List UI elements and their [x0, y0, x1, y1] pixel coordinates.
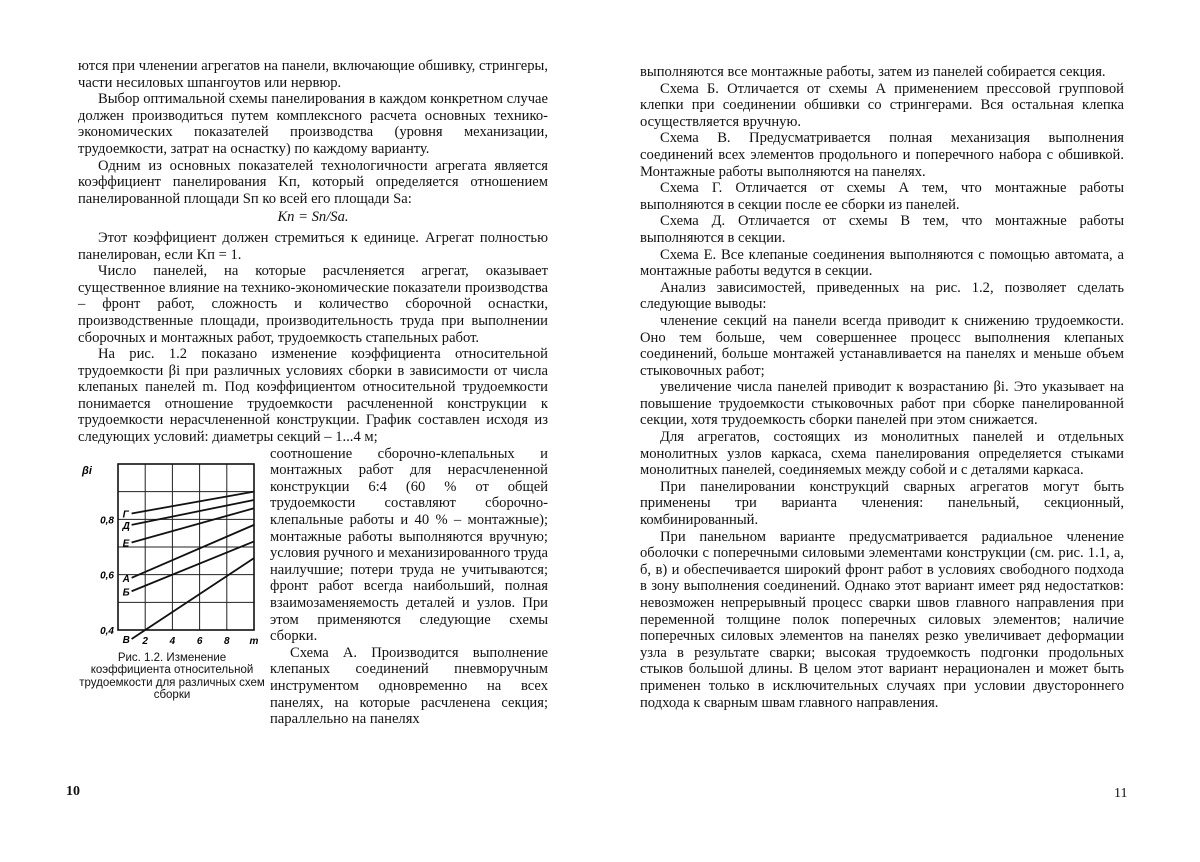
page-number: 11: [1114, 786, 1128, 801]
paragraph: На рис. 1.2 показано изменение коэффициента относительной трудоемкости βi при различных условиях сборки в зависимости от числа клепаных панелей m. Под коэффициентом относительной трудоемкости понимается отношение трудоемкости расчлененной конструкции к трудоемкости нерасчлененной конструкции. График составлен исходя из следующих условий: диаметры секций – 1...4 м;: [78, 346, 548, 446]
y-tick-label: 0,8: [100, 514, 114, 526]
paragraph: соотношение сборочно-клепальных и монтажных работ для нерасчлененной конструкции 6:4 (60 % от общей трудоемкости составляют сборочно-клепальные работы и 40 % – монтажные); монтажные работы выполняются вручную; условия ручного и механизированного труда наилучшие; потери труда не учитываются; фронт работ всегда наибольший, полная взаимозаменяемость деталей и узлов. При этом применяются следующие схемы сборки.: [270, 445, 548, 645]
right-page: [600, 0, 1200, 862]
paragraph: Схема А. Производится выполнение клепаных соединений пневморучным инструментом одновременно на всех панелях, на которые расчленена секция; параллельно на панелях: [270, 644, 548, 728]
series-label: А: [122, 573, 130, 585]
y-axis-label: βi: [82, 464, 92, 477]
series-line: [132, 491, 254, 513]
series-label: Д: [122, 520, 130, 532]
series-line: [132, 508, 254, 542]
labor-coefficient-chart: [78, 452, 266, 652]
page-number: 10: [66, 784, 80, 799]
paragraph: При панелировании конструкций сварных агрегатов могут быть применены три варианта членения: панельный, секционный, комбинированный.: [640, 478, 1124, 529]
series-line: [132, 541, 254, 591]
paragraph: Выбор оптимальной схемы панелирования в каждом конкретном случае должен производиться путем комплексного расчета основных технико-экономических показателей производства (уровня механизации, трудоемкости, затрат на оснастку) по каждому варианту.: [78, 91, 548, 157]
figure-1-2: [78, 452, 266, 652]
paragraph: Схема Б. Отличается от схемы А применением прессовой групповой клепки при соединении обшивки со стрингерами. Вся остальная клепка осуществляется вручную.: [640, 80, 1124, 130]
paragraph: Схема В. Предусматривается полная механизация выполнения соединений всех элементов продольного и поперечного набора с обшивкой. Монтажные работы выполняются на панелях.: [640, 130, 1124, 180]
formula: Kп = Sп/Sа.: [277, 209, 349, 226]
x-tick-label: 4: [169, 635, 176, 647]
paragraph: Схема Г. Отличается от схемы А тем, что монтажные работы выполняются в секции после ее сборки из панелей.: [640, 180, 1124, 213]
series-label: Е: [122, 538, 130, 550]
right-text-column: [640, 64, 1124, 711]
series-label: В: [122, 634, 130, 646]
x-tick-label: m: [249, 635, 259, 647]
paragraph: Анализ зависимостей, приведенных на рис. 1.2, позволяет сделать следующие выводы:: [640, 279, 1124, 313]
paragraph: членение секций на панели всегда приводит к снижению трудоемкости. Оно тем больше, чем совершеннее процесс выполнения клепаных соединений, больше монтажей устанавливается на панелях и меньше объем стыковочных работ;: [640, 312, 1124, 379]
paragraph: ются при членении агрегатов на панели, включающие обшивку, стрингеры, части несиловых шпангоутов или нервюр.: [78, 58, 548, 91]
left-text-column: [78, 58, 548, 746]
y-tick-label: 0,4: [100, 625, 114, 637]
y-tick-label: 0,6: [100, 570, 114, 582]
figure-block: [78, 446, 548, 746]
paragraph: Этот коэффициент должен стремиться к единице. Агрегат полностью панелирован, если Kп = 1.: [78, 229, 548, 263]
x-tick-label: 2: [142, 635, 148, 647]
series-line: [132, 500, 254, 525]
paragraph: увеличение числа панелей приводит к возрастанию βi. Это указывает на повышение трудоемкости стыковочных работ при сборке панелированной секции, хотя трудоемкость сборки панелей при этом снижается.: [640, 379, 1124, 429]
paragraph: Число панелей, на которые расчленяется агрегат, оказывает существенное влияние на технико-экономические показатели производства – фронт работ, сложность и количество сборочной оснастки, производственные площади, производительность труда при выполнении сборочных и монтажных работ, трудоемкость стапельных работ.: [78, 263, 548, 346]
x-tick-label: 8: [224, 635, 230, 647]
x-tick-label: 6: [196, 635, 203, 647]
paragraph: Для агрегатов, состоящих из монолитных панелей и отдельных монолитных узлов каркаса, схема панелирования определяется стыками монолитных панелей, соединяемых между собой и с деталями каркаса.: [640, 429, 1124, 479]
paragraph: Схема Е. Все клепаные соединения выполняются с помощью автомата, а монтажные работы ведутся в секции.: [640, 246, 1124, 280]
paragraph: При панельном варианте предусматривается радиальное членение оболочки с поперечными силовыми элементами конструкции (см. рис. 1.1, а, б, в) и обеспечивается широкий фронт работ в условиях свободного подхода в зону выполнения соединений. Однако этот вариант имеет ряд недостатков: невозможен непрерывный процесс сварки швов главного направления при переменной толщине полок поперечных силовых элементов; наличие поперечных силовых элементов на панелях резко увеличивает деформации узла в результате сварки; высокая трудоемкость подгонки продольных стыков большой длины. В целом этот вариант нерационален и может быть применен только в исключительных случаях при условии двустороннего подхода к сварным швам главного направления.: [640, 528, 1124, 711]
series-label: Б: [122, 586, 130, 598]
series-label: Г: [122, 509, 129, 521]
paragraph: Схема Д. Отличается от схемы В тем, что монтажные работы выполняются в секции.: [640, 213, 1124, 246]
paragraph: выполняются все монтажные работы, затем из панелей собирается секция.: [640, 64, 1106, 80]
figure-side-text: [270, 446, 548, 728]
figure-caption: Рис. 1.2. Изменение коэффициента относительной трудоемкости для различных схем сборки: [79, 651, 265, 702]
paragraph: Одним из основных показателей технологичности агрегата является коэффициент панелирования Kп, который определяется отношением панелированной площади Sп ко всей его площади Sа:: [78, 157, 548, 207]
